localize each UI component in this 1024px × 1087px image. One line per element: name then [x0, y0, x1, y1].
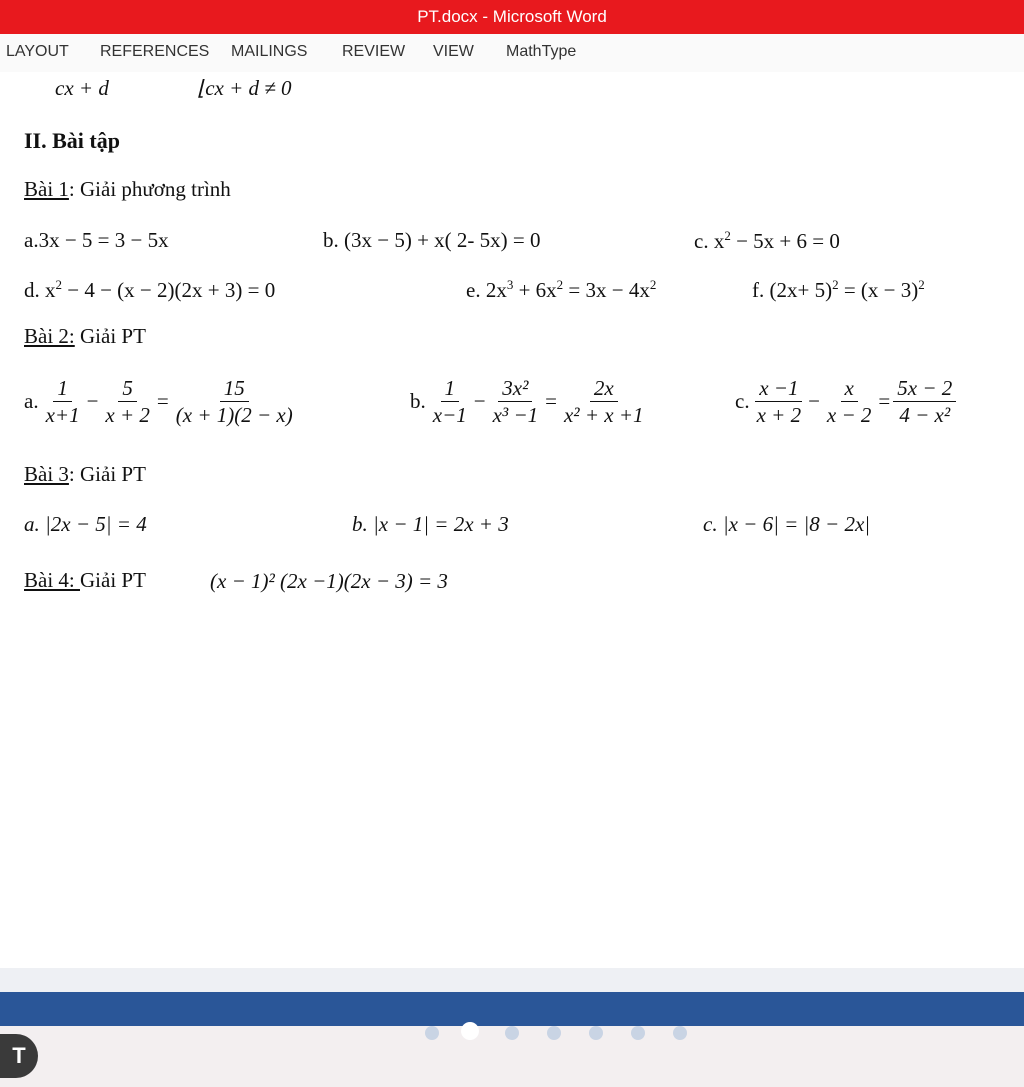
tab-mailings[interactable]: MAILINGS [231, 43, 308, 60]
bai1-e-pre: e. 2x [466, 278, 507, 302]
bai2-eq-b: b. $\frac{1}{x-1}$ − $\frac{\text{3x²}}{\text{x³ −1}}$ = $\frac{2x}{\text{x² + x +1}}$ [410, 376, 651, 427]
bai1-f-mid: = (x − 3) [838, 278, 919, 302]
bai1-c-post: − 5x + 6 = 0 [730, 229, 840, 253]
bai2-c-f2-den: x − 2 [826, 403, 872, 428]
page-dot-7[interactable] [673, 1026, 687, 1040]
bai2-eq-a: a. $\frac{1}{x+1}$ − $\frac{5}{x + 2}$ = $\frac{15}{(x + 1)(2 - x)}$ [24, 376, 300, 427]
bai2-b-f3-num: 2x [590, 376, 618, 402]
avatar-letter: T [12, 1043, 26, 1068]
bai1-f-exp1: 2 [832, 277, 839, 292]
bai2-c-frac3 [893, 376, 956, 427]
bai2-a-frac2 [101, 376, 154, 427]
bai1-title: Bài 1 [24, 177, 69, 201]
page-dot-1[interactable] [425, 1026, 439, 1040]
bai2-a-f1-den: x+1 [45, 403, 80, 428]
bai1-d-exp: 2 [55, 277, 62, 292]
bai1-e-exp1: 3 [506, 277, 514, 292]
bai2-a-f1-num: 1 [53, 376, 72, 402]
window-title: PT.docx - Microsoft Word [417, 7, 607, 26]
tab-review[interactable]: REVIEW [342, 43, 406, 60]
bai3-eq-b: b. |x − 1| = 2x + 3 [352, 512, 509, 536]
top-condition: ⌊cx + d ≠ 0 [197, 76, 292, 100]
bai2-a-f2-den: x + 2 [105, 403, 150, 428]
bai4-equation: (x − 1)² (2x −1)(2x − 3) = 3 [210, 569, 448, 593]
bai4-title: Bài 4: [24, 568, 80, 592]
bai1-d-pre: d. x [24, 278, 56, 302]
bai1-eq-e [466, 277, 656, 303]
bai1-eq-d [24, 277, 275, 303]
bai1-e-exp2: 2 [556, 277, 564, 292]
bai2-a-frac1 [42, 376, 84, 427]
bai2-b-f2-num: 3x² [498, 376, 532, 402]
bai1-eq-f [752, 277, 925, 303]
section-heading: II. Bài tập [24, 128, 120, 153]
tab-mathtype[interactable]: MathType [506, 43, 577, 60]
bai1-eq-c [694, 228, 840, 254]
bai1-e-mid: + 6x [513, 278, 557, 302]
bai4-title-rest: Giải PT [80, 568, 146, 592]
bai3-heading [24, 462, 146, 487]
bai3-eq-a: a. |2x − 5| = 4 [24, 512, 147, 536]
bai1-title-rest: : Giải phương trình [68, 177, 231, 201]
bai1-eq-a: a.3x − 5 = 3 − 5x [24, 228, 169, 252]
page-dot-3[interactable] [505, 1026, 519, 1040]
page-dot-6[interactable] [631, 1026, 645, 1040]
bai2-a-f2-num: 5 [118, 376, 137, 402]
bai1-eq-b: b. (3x − 5) + x( 2- 5x) = 0 [323, 228, 541, 252]
bai1-f-pre: f. (2x+ 5) [752, 278, 833, 302]
bai2-b-f1-den: x−1 [432, 403, 467, 428]
page-dot-5[interactable] [589, 1026, 603, 1040]
bai2-b-label: b. [410, 389, 426, 414]
bai2-c-f3-den: 4 − x² [899, 403, 951, 428]
bai2-title: Bài 2: [24, 324, 75, 348]
window-title-bar [0, 0, 1024, 34]
bai2-title-rest: Giải PT [74, 324, 146, 348]
bai1-c-pre: c. x [694, 229, 725, 253]
bai1-c-exp: 2 [724, 228, 731, 243]
tab-view[interactable]: VIEW [433, 43, 474, 60]
document-bottom-gap [0, 968, 1024, 992]
bai1-d-post: − 4 − (x − 2)(2x + 3) = 0 [62, 278, 276, 302]
document-page[interactable] [0, 72, 1024, 968]
bai1-heading [24, 177, 231, 202]
tab-layout[interactable]: LAYOUT [6, 43, 69, 60]
bai1-f-exp2: 2 [918, 277, 925, 292]
bai2-b-frac1 [429, 376, 471, 427]
bai2-a-frac3 [172, 376, 297, 427]
bai2-b-frac3 [560, 376, 648, 427]
bai3-title-rest: : Giải PT [68, 462, 146, 486]
bai3-title: Bài 3 [24, 462, 69, 486]
bai2-c-f3-num: 5x − 2 [893, 376, 956, 402]
bai2-eq-c: c. $\frac{x -1}{x + 2}$ − $\frac{x}{x - 2}$ = $\frac{5x - 2}{\text{4 − x²}}$ [735, 376, 959, 427]
bai2-c-frac2 [823, 376, 876, 427]
page-dot-active[interactable] [461, 1022, 479, 1040]
bai2-b-f3-den: x² + x +1 [563, 403, 644, 428]
page-dot-4[interactable] [547, 1026, 561, 1040]
bai2-heading [24, 324, 146, 349]
bai1-e-exp3: 2 [649, 277, 657, 292]
bai2-b-f2-den: x³ −1 [492, 403, 539, 428]
bai1-e-mid2: = 3x − 4x [563, 278, 650, 302]
bai2-c-frac1 [753, 376, 806, 427]
bai2-c-label: c. [735, 389, 750, 414]
bai2-b-frac2 [489, 376, 543, 427]
bai2-a-f3-den: (x + 1)(2 − x) [175, 403, 293, 428]
bai2-a-f3-num: 15 [220, 376, 249, 402]
top-expression: cx + d [55, 76, 109, 100]
video-control-bar [0, 992, 1024, 1026]
bai2-c-f1-num: x −1 [755, 376, 802, 402]
bai2-a-label: a. [24, 389, 39, 414]
tab-references[interactable]: REFERENCES [100, 43, 210, 60]
bai2-c-f1-den: x + 2 [756, 403, 802, 428]
bai2-b-f1-num: 1 [441, 376, 460, 402]
bai2-c-f2-num: x [841, 376, 858, 402]
bai3-eq-c: c. |x − 6| = |8 − 2x| [703, 512, 871, 536]
ribbon-tabs [0, 34, 1024, 72]
bai4-heading [24, 568, 146, 593]
